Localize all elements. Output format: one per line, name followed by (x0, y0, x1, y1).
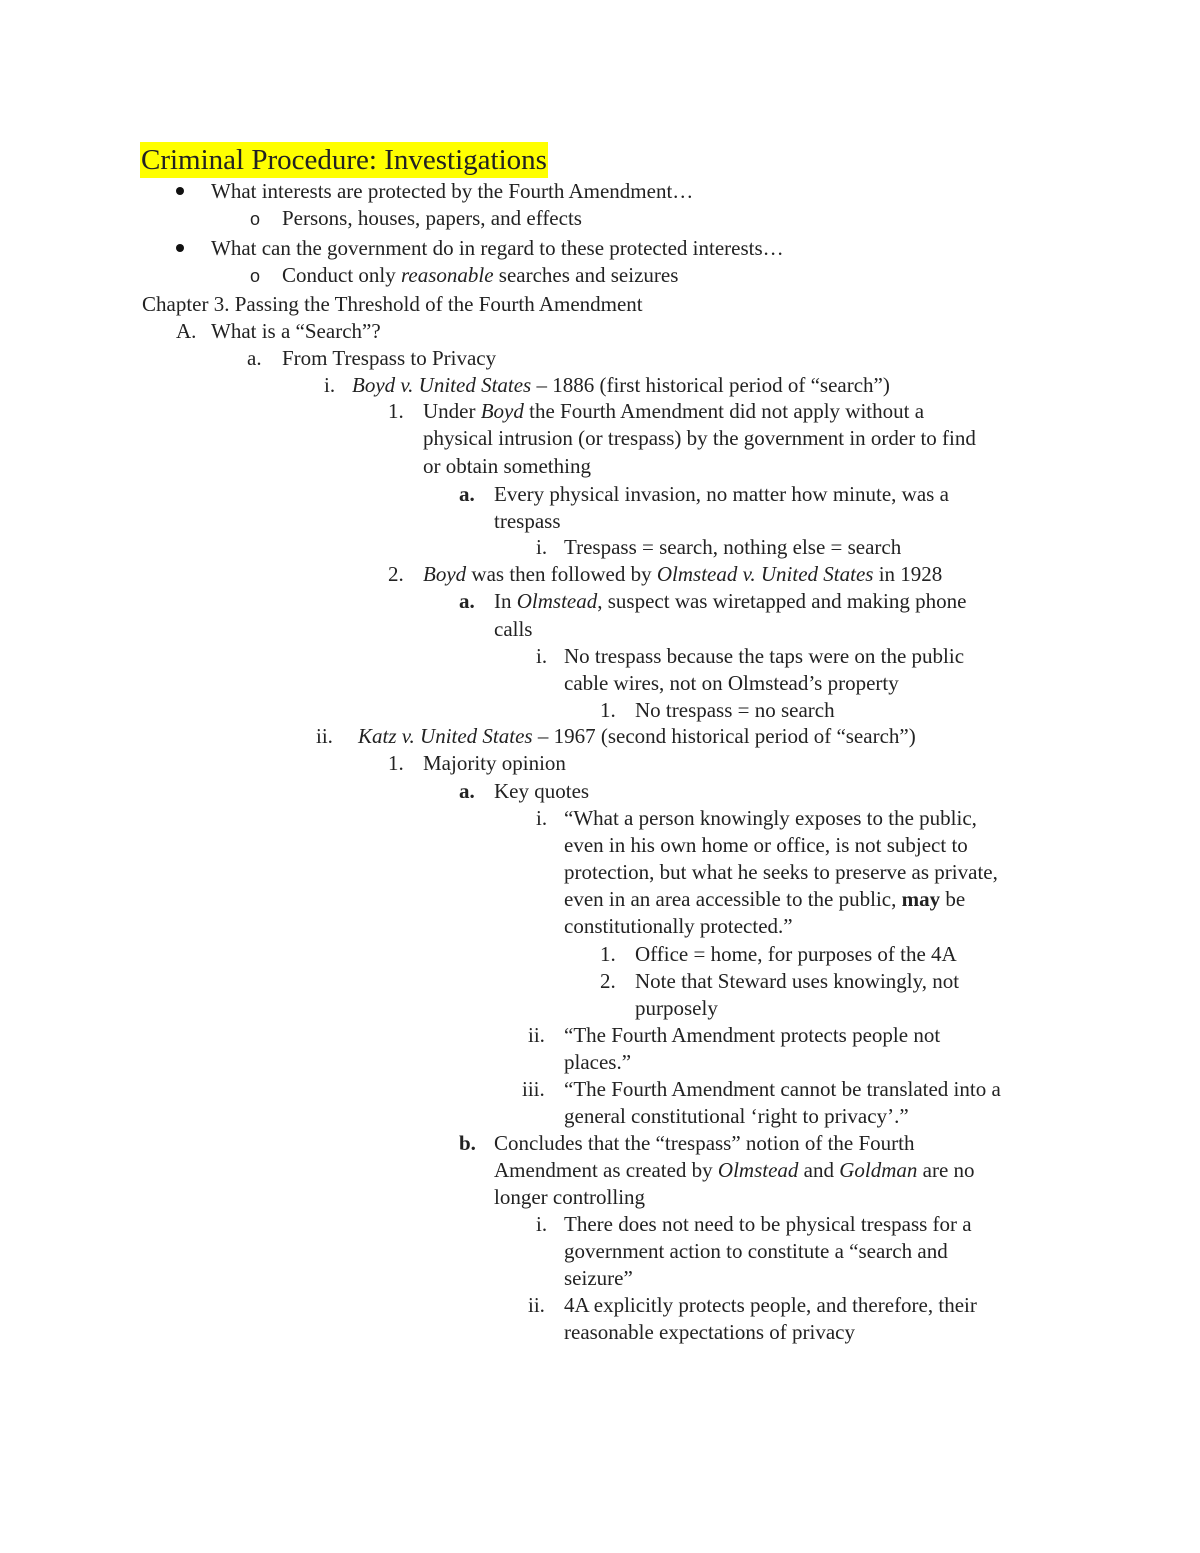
outline-marker: a. (459, 779, 475, 803)
outline-marker: ii. (316, 724, 333, 748)
outline-marker: 1. (600, 698, 616, 722)
katz-point-1bi: There does not need to be physical trespass for a (564, 1212, 972, 1236)
katz-point-1: Majority opinion (423, 751, 566, 775)
katz-quote-1-line-4: even in an area accessible to the public, may be (564, 887, 966, 911)
sub-bullet-marker: o (250, 266, 261, 286)
boyd-point-1-line-3: or obtain something (423, 454, 591, 478)
section-a-heading: What is a “Search”? (211, 319, 381, 343)
outline-marker: i. (536, 644, 548, 668)
bullet-dot (176, 244, 184, 252)
chapter-heading: Chapter 3. Passing the Threshold of the Fourth Amendment (142, 292, 643, 316)
sub-bullet-marker: o (250, 209, 261, 229)
boyd-point-2ai: No trespass because the taps were on the public (564, 644, 965, 668)
outline-marker: i. (536, 535, 548, 559)
outline-marker: a. (459, 482, 475, 506)
outline-marker: a. (247, 346, 262, 370)
katz-point-1b-line-2: Amendment as created by Olmstead and Goldman are no (494, 1158, 975, 1182)
outline-marker: b. (459, 1131, 476, 1155)
katz-quote-3: “The Fourth Amendment cannot be translated into a (564, 1077, 1001, 1101)
katz-point-1b: Concludes that the “trespass” notion of the Fourth (494, 1131, 915, 1155)
outline-marker: 2. (388, 562, 404, 586)
boyd-point-2ai-line-2: cable wires, not on Olmstead’s property (564, 671, 899, 695)
outline-marker: i. (536, 1212, 548, 1236)
katz-quote-1-note-2-line-2: purposely (635, 996, 718, 1020)
katz-quote-1-line-3: protection, but what he seeks to preserve as private, (564, 860, 998, 884)
intro-question-2: What can the government do in regard to these protected interests… (211, 236, 784, 260)
subsection-a-heading: From Trespass to Privacy (282, 346, 497, 370)
bullet-dot (176, 187, 184, 195)
outline-marker: iii. (522, 1077, 545, 1101)
intro-answer-2: Conduct only reasonable searches and seizures (282, 263, 679, 287)
boyd-point-1: Under Boyd the Fourth Amendment did not apply without a (423, 399, 925, 423)
katz-quote-1-line-2: even in his own home or office, is not subject to (564, 833, 968, 857)
katz-quote-1: “What a person knowingly exposes to the public, (564, 806, 977, 830)
outline-marker: i. (536, 806, 548, 830)
katz-point-1bi-line-2: government action to constitute a “search and (564, 1239, 948, 1263)
boyd-point-2: Boyd was then followed by Olmstead v. United States in 1928 (423, 562, 943, 586)
katz-point-1b-line-3: longer controlling (494, 1185, 646, 1209)
boyd-point-1-line-2: physical intrusion (or trespass) by the government in order to find (423, 426, 976, 450)
boyd-point-1a-line-2: trespass (494, 509, 561, 533)
outline-marker: A. (176, 319, 197, 343)
katz-quote-1-note-1: Office = home, for purposes of the 4A (635, 942, 957, 966)
intro-question-1: What interests are protected by the Fourth Amendment… (211, 179, 694, 203)
intro-answer-1: Persons, houses, papers, and effects (282, 206, 582, 230)
katz-heading: Katz v. United States – 1967 (second historical period of “search”) (358, 724, 916, 748)
outline-marker: 1. (388, 751, 404, 775)
katz-point-1bii-line-2: reasonable expectations of privacy (564, 1320, 855, 1344)
katz-point-1bii: 4A explicitly protects people, and therefore, their (564, 1293, 977, 1317)
boyd-point-2a-line-2: calls (494, 617, 533, 641)
outline-marker: 1. (600, 942, 616, 966)
boyd-point-2a: In Olmstead, suspect was wiretapped and making phone (494, 589, 967, 613)
outline-marker: ii. (528, 1023, 545, 1047)
outline-marker: 1. (388, 399, 404, 423)
katz-quote-3-line-2: general constitutional ‘right to privacy’.” (564, 1104, 909, 1128)
document-title: Criminal Procedure: Investigations (141, 144, 547, 176)
katz-quote-1-line-5: constitutionally protected.” (564, 914, 793, 938)
outline-marker: ii. (528, 1293, 545, 1317)
boyd-point-1a: Every physical invasion, no matter how minute, was a (494, 482, 949, 506)
boyd-point-2ai1: No trespass = no search (635, 698, 835, 722)
katz-point-1a: Key quotes (494, 779, 590, 803)
katz-quote-2: “The Fourth Amendment protects people not (564, 1023, 941, 1047)
outline-marker: i. (324, 373, 336, 397)
boyd-point-1ai: Trespass = search, nothing else = search (564, 535, 902, 559)
boyd-heading: Boyd v. United States – 1886 (first historical period of “search”) (352, 373, 890, 397)
outline-marker: a. (459, 589, 475, 613)
katz-quote-2-line-2: places.” (564, 1050, 632, 1074)
katz-point-1bi-line-3: seizure” (564, 1266, 633, 1290)
outline-marker: 2. (600, 969, 616, 993)
katz-quote-1-note-2: Note that Steward uses knowingly, not (635, 969, 960, 993)
